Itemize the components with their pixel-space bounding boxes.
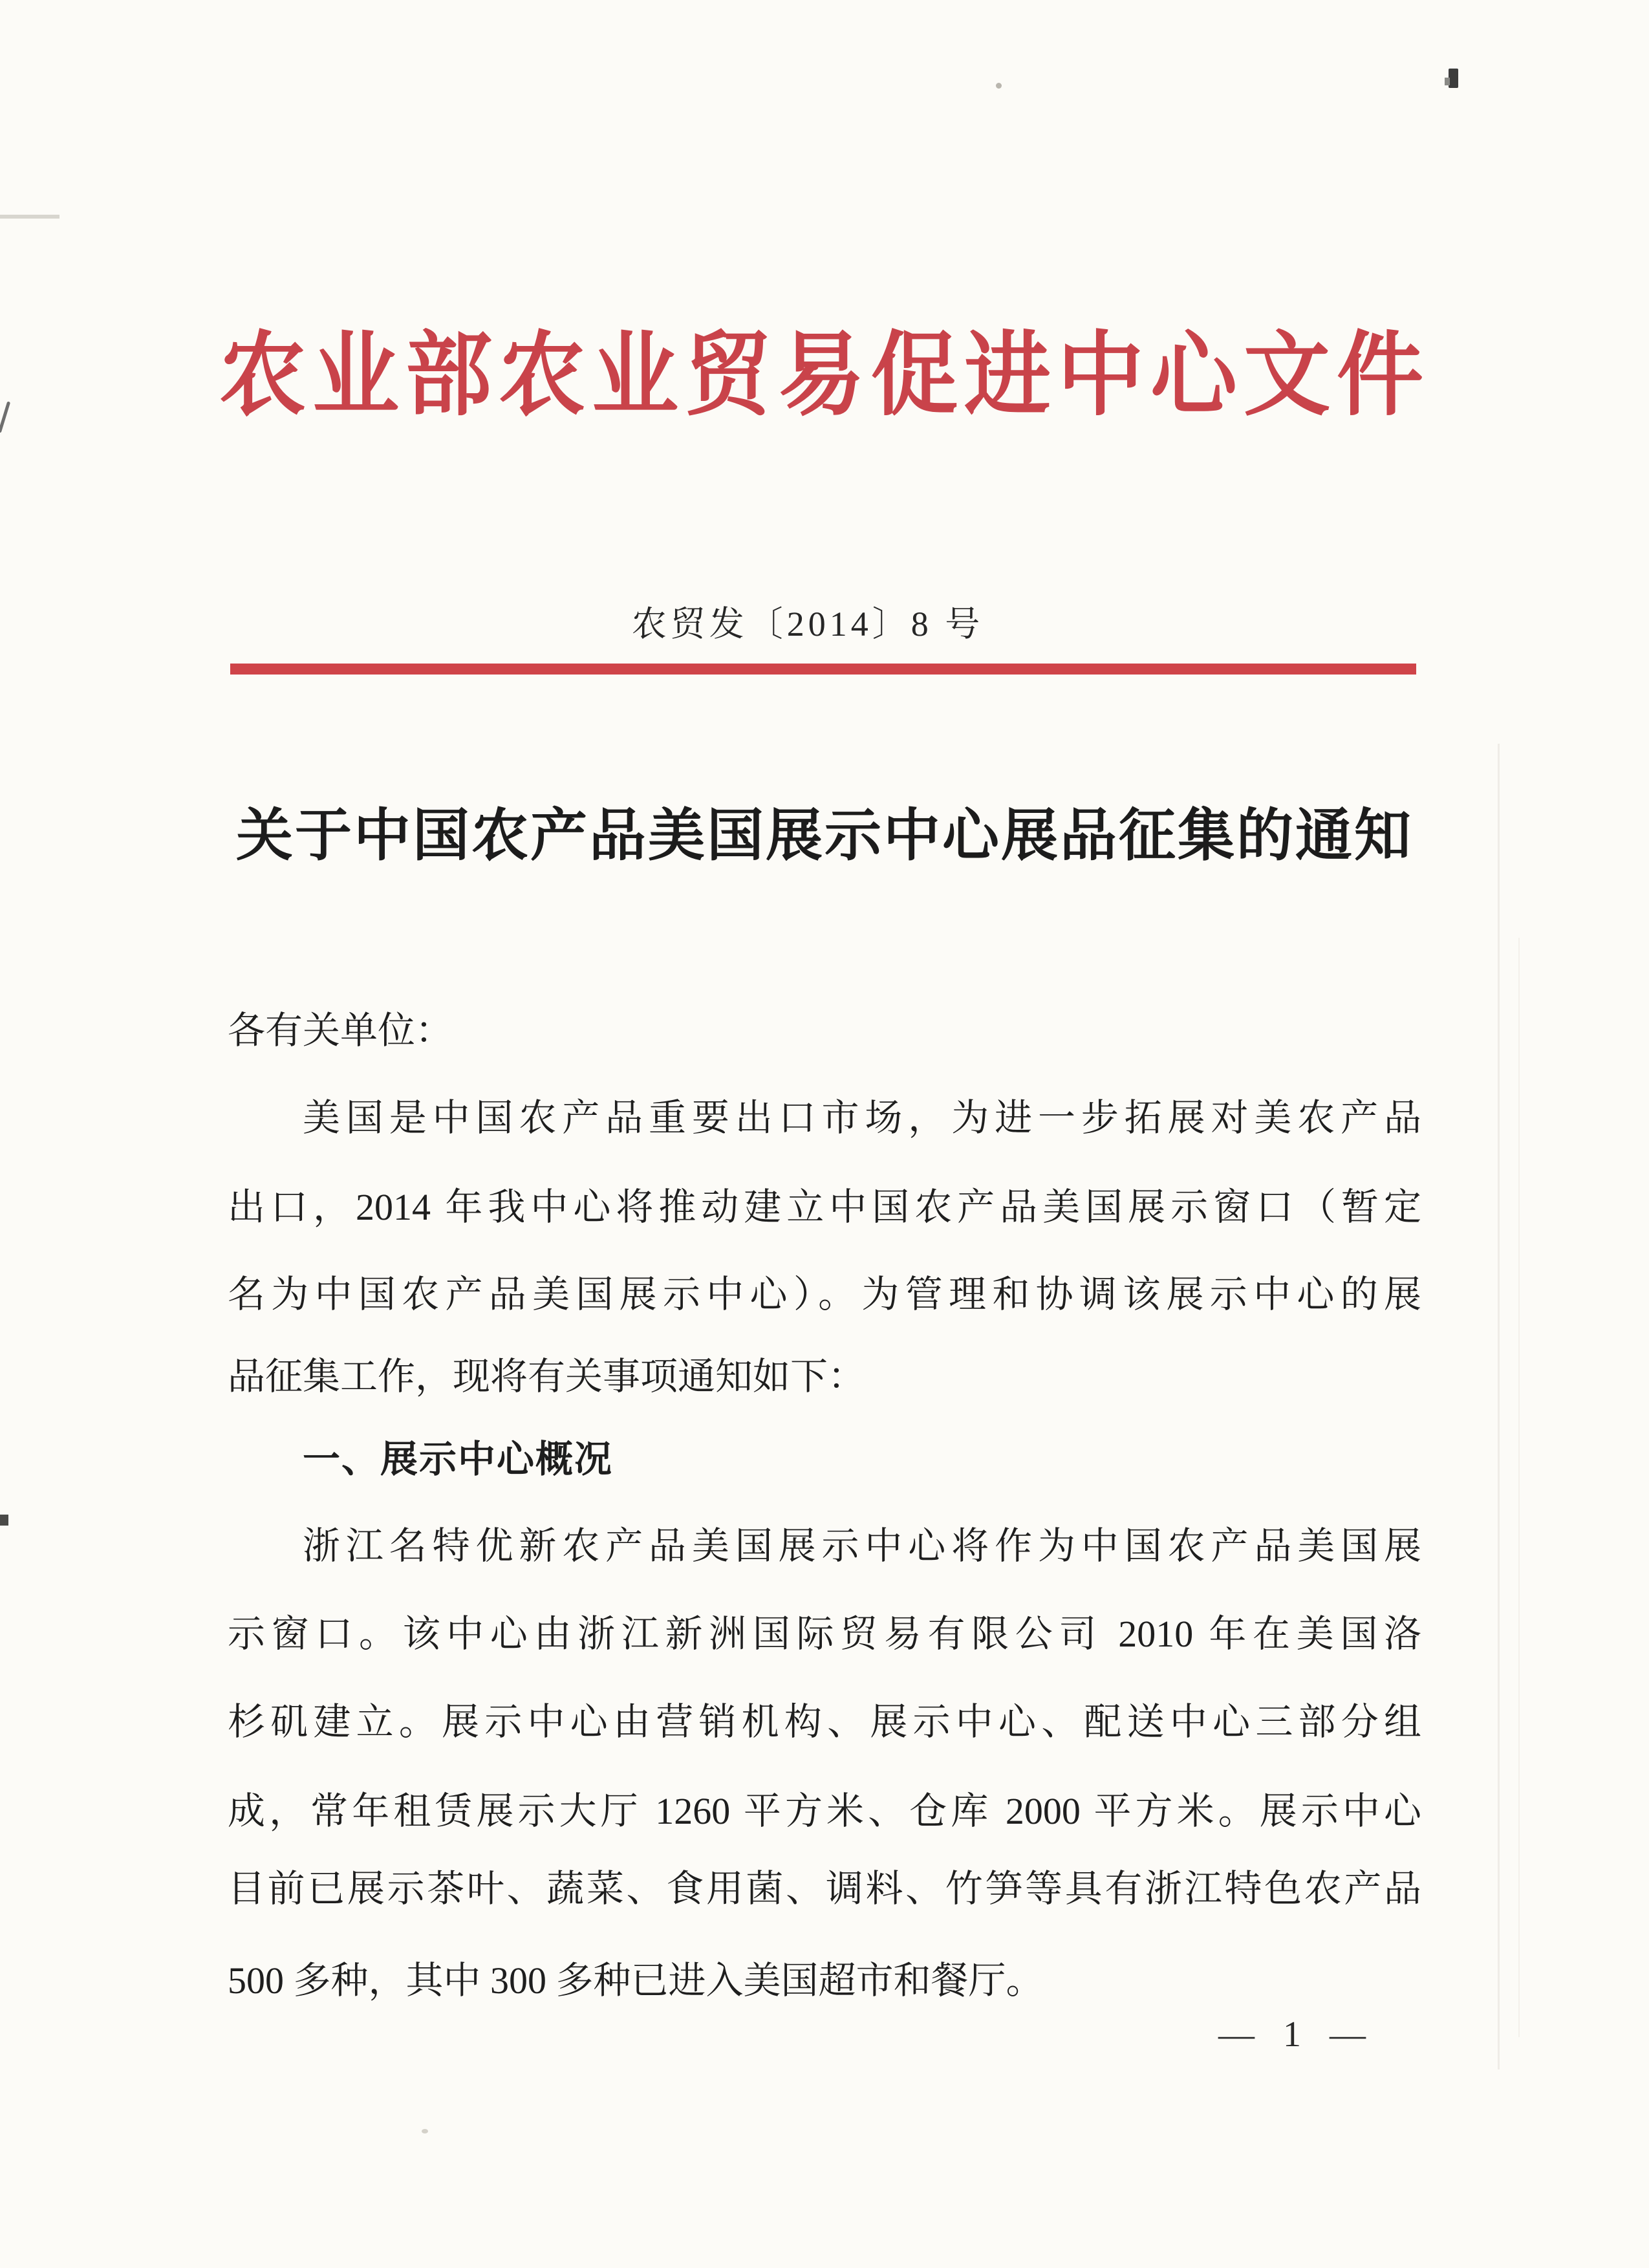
scan-vertical-streak-artifact (1498, 744, 1500, 2069)
scan-vertical-streak-artifact (1518, 938, 1520, 2037)
body-line-salutation: 各有关单位： (228, 1010, 453, 1052)
body-line: 名为中国农产品美国展示中心）。为管理和协调该展示中心的展 (228, 1273, 1421, 1315)
doc-number: 农贸发〔2014〕8 号 (631, 605, 984, 643)
body-line: 杉矶建立。展示中心由营销机构、展示中心、配送中心三部分组 (228, 1701, 1421, 1743)
scan-speck-artifact (422, 2129, 428, 2133)
body-line: 品征集工作，现将有关事项通知如下： (228, 1355, 866, 1398)
page-number: — 1 — (1218, 2014, 1371, 2055)
body-line: 示窗口。该中心由浙江新洲国际贸易有限公司 2010 年在美国洛 (228, 1613, 1421, 1655)
scan-streak-artifact (0, 215, 59, 219)
body-line: 成，常年租赁展示大厅 1260 平方米、仓库 2000 平方米。展示中心 (228, 1790, 1421, 1832)
scan-edge-dash-artifact (0, 1515, 8, 1526)
body-line: 出口，2014 年我中心将推动建立中国农产品美国展示窗口（暂定 (228, 1186, 1421, 1228)
red-divider-line (230, 664, 1416, 675)
header-org-title: 农业部农业贸易促进中心文件 (219, 325, 1430, 427)
body-line: 目前已展示茶叶、蔬菜、食用菌、调料、竹笋等具有浙江特色农产品 (228, 1868, 1421, 1910)
scan-edge-mark-artifact (1449, 69, 1458, 88)
scan-edge-mark-artifact (1445, 78, 1450, 85)
body-line: 美国是中国农产品重要出口市场，为进一步拓展对美农产品 (303, 1097, 1421, 1139)
body-line: 浙江名特优新农产品美国展示中心将作为中国农产品美国展 (303, 1525, 1421, 1567)
scan-speck-artifact (996, 83, 1002, 89)
body-line: 500 多种，其中 300 多种已进入美国超市和餐厅。 (228, 1960, 1044, 2002)
notice-title: 关于中国农产品美国展示中心展品征集的通知 (235, 805, 1413, 868)
section-heading: 一、展示中心概况 (303, 1438, 614, 1480)
